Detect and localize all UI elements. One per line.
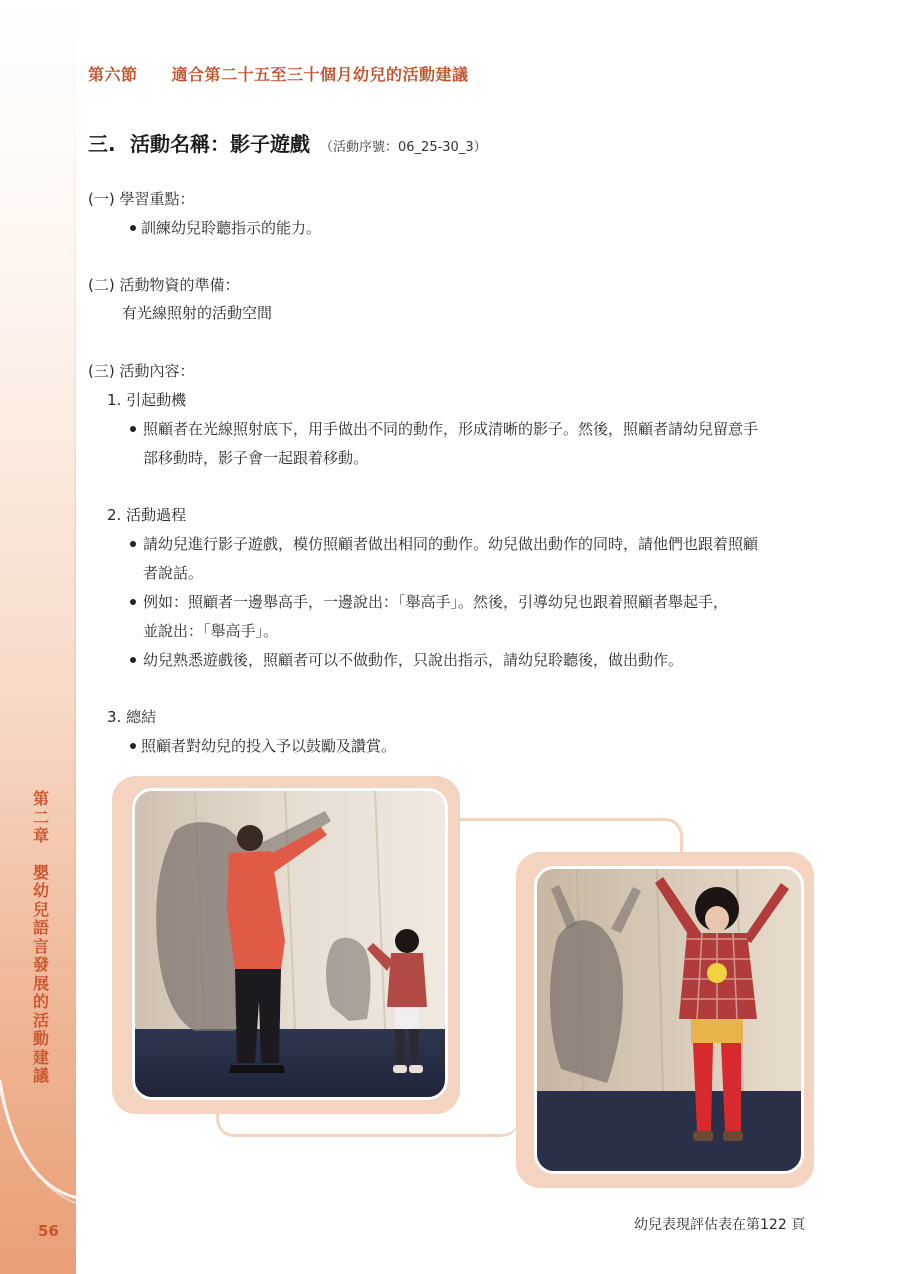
step2-item3-line1: 幼兒熟悉遊戲後，照顧者可以不做動作，只說出指示，請幼兒聆聽後，做出動作。	[143, 651, 684, 669]
section-header	[88, 62, 469, 85]
chapter-label	[30, 790, 52, 1086]
activity-name: 活動名稱：影子遊戲	[130, 132, 310, 156]
bullet-icon	[130, 599, 136, 605]
step3-item1-line1: 照顧者對幼兒的投入予以鼓勵及讚賞。	[141, 737, 397, 755]
step1-item1-line2: 部移動時，影子會一起跟着移動。	[143, 449, 369, 467]
section-title: 適合第二十五至三十個月幼兒的活動建議	[171, 65, 469, 84]
step-title-2: 2. 活動過程	[107, 506, 187, 524]
bullet-icon	[130, 426, 136, 432]
activity-number: 三.	[88, 132, 116, 156]
page-number: 56	[38, 1222, 59, 1240]
assessment-reference: 幼兒表現評估表在第122 頁	[634, 1217, 806, 1233]
activity-code: （活動序號：06_25-30_3）	[320, 140, 487, 155]
photo-adult-child-shadows	[132, 788, 448, 1100]
section-number: 第六節	[88, 65, 138, 84]
step1-item1-line1: 照顧者在光線照射底下，用手做出不同的動作，形成清晰的影子。然後，照顧者請幼兒留意手	[143, 420, 759, 438]
step-title-1: 1. 引起動機	[107, 391, 187, 409]
step2-item1-line1: 請幼兒進行影子遊戲，模仿照顧者做出相同的動作。幼兒做出動作的同時，請他們也跟着照顧	[143, 535, 759, 553]
sidebar-curve-decoration	[0, 1080, 78, 1210]
photo-child-raising-hands	[534, 866, 804, 1174]
chapter-gap	[30, 846, 52, 864]
bullet-icon	[130, 541, 136, 547]
materials-heading: (二) 活動物資的準備：	[88, 276, 240, 294]
chapter-number: 第二章	[32, 789, 49, 845]
bullet-icon	[130, 225, 136, 231]
activity-title	[88, 128, 487, 157]
step2-item2-line1: 例如：照顧者一邊舉高手，一邊說出：「舉高手」。然後，引導幼兒也跟着照顧者舉起手，	[143, 593, 729, 611]
step-title-3: 3. 總結	[107, 708, 157, 726]
content-heading: (三) 活動內容：	[88, 362, 195, 380]
step2-item2-line2: 並說出：「舉高手」。	[143, 622, 279, 640]
learning-focus-item: 訓練幼兒聆聽指示的能力。	[141, 219, 322, 237]
bullet-icon	[130, 657, 136, 663]
bullet-icon	[130, 743, 136, 749]
step2-item1-line2: 者說話。	[143, 564, 204, 582]
chapter-title: 嬰幼兒語言發展的活動建議	[32, 862, 49, 1085]
materials-text: 有光線照射的活動空間	[122, 304, 273, 322]
learning-focus-heading: (一) 學習重點：	[88, 190, 195, 208]
